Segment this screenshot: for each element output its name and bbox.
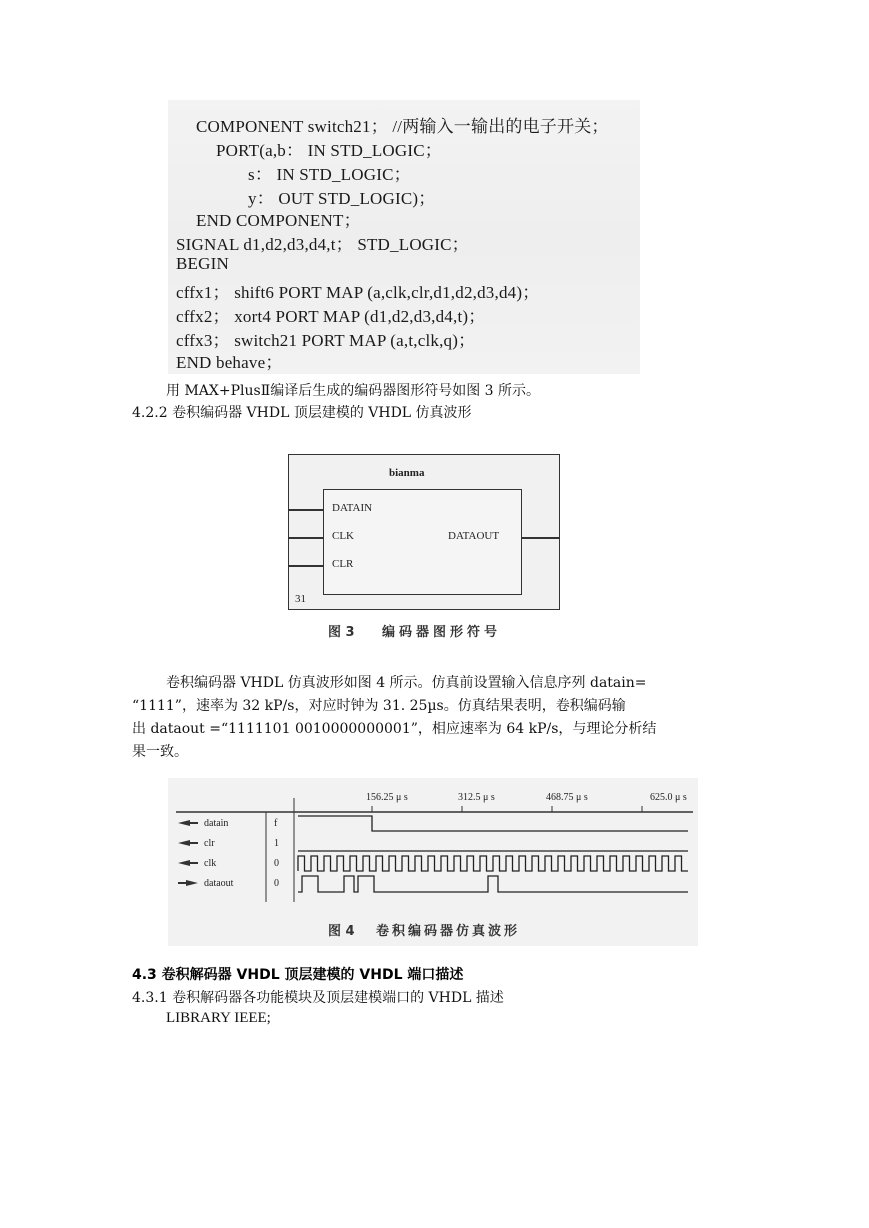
code-line-library: LIBRARY IEEE;	[166, 1010, 271, 1026]
code-line: cffx1； shift6 PORT MAP (a,clk,clr,d1,d2,d3,d4)；	[176, 283, 540, 302]
input-arrow-icon	[178, 840, 190, 846]
code-line: END COMPONENT；	[196, 211, 361, 230]
symbol-title: bianma	[389, 467, 425, 479]
time-label: 156.25 μ s	[366, 792, 408, 803]
corner-number: 31	[295, 593, 306, 605]
pin-clk-label: CLK	[332, 530, 354, 542]
paragraph-line: 果一致。	[132, 744, 188, 760]
figure-4-caption-number: 图 4	[328, 924, 355, 939]
section-heading-4-3: 4.3 卷积解码器 VHDL 顶层建模的 VHDL 端口描述	[132, 967, 464, 983]
encoder-symbol-figure	[288, 454, 560, 610]
code-line: cffx3； switch21 PORT MAP (a,t,clk,q)；	[176, 331, 476, 350]
code-line: END behave；	[176, 353, 283, 372]
time-label: 625.0 μ s	[650, 792, 687, 803]
output-pin-line	[522, 537, 559, 539]
code-line: cffx2； xort4 PORT MAP (d1,d2,d3,d4,t)；	[176, 307, 486, 326]
time-label: 468.75 μ s	[546, 792, 588, 803]
section-heading-4-2-2: 4.2.2 卷积编码器 VHDL 顶层建模的 VHDL 仿真波形	[132, 405, 472, 421]
signal-value: 0	[274, 858, 279, 869]
code-line: y： OUT STD_LOGIC)；	[248, 189, 436, 208]
signal-value: 1	[274, 838, 279, 849]
section-heading-4-3-1: 4.3.1 卷积解码器各功能模块及顶层建模端口的 VHDL 描述	[132, 990, 504, 1006]
clk-wave	[298, 856, 688, 871]
code-line: BEGIN	[176, 254, 229, 273]
paragraph-line: “1111”，速率为 32 kP/s，对应时钟为 31. 25µs。仿真结果表明，卷积编码输	[132, 698, 626, 714]
input-pin-line	[289, 509, 323, 511]
code-line: SIGNAL d1,d2,d3,d4,t； STD_LOGIC；	[176, 235, 469, 254]
code-line: s： IN STD_LOGIC；	[248, 165, 411, 184]
signal-name: clk	[204, 858, 217, 869]
signal-name: dataout	[204, 878, 234, 889]
signal-arrow-icons	[178, 820, 198, 886]
input-arrow-icon	[190, 862, 198, 864]
pin-clr-label: CLR	[332, 558, 354, 570]
input-pin-line	[289, 537, 323, 539]
input-arrow-icon	[178, 860, 190, 866]
pin-dataout-label: DATAOUT	[448, 530, 500, 542]
code-line: PORT(a,b： IN STD_LOGIC；	[216, 141, 442, 160]
code-line: COMPONENT switch21； //两输入一输出的电子开关；	[196, 117, 609, 136]
input-pin-line	[289, 565, 323, 567]
output-arrow-icon	[178, 882, 186, 884]
figure-4-caption-text: 卷积编码器仿真波形	[376, 924, 521, 939]
encoder-block	[323, 489, 522, 595]
figure-3-caption-text: 编码器图形符号	[382, 625, 502, 640]
signal-value: 0	[274, 878, 279, 889]
code-listing-scan	[168, 100, 640, 374]
input-arrow-icon	[190, 822, 198, 824]
datain-wave	[298, 816, 688, 831]
dataout-wave	[298, 876, 688, 892]
paragraph-fig3-intro: 用 MAX+PlusⅡ编译后生成的编码器图形符号如图 3 所示。	[166, 383, 541, 399]
paragraph-line: 卷积编码器 VHDL 仿真波形如图 4 所示。仿真前设置输入信息序列 datain=	[166, 675, 647, 691]
signal-value: f	[274, 818, 278, 829]
figure-3-caption-number: 图 3	[328, 625, 355, 640]
output-arrow-icon	[186, 880, 198, 886]
signal-name: datain	[204, 818, 229, 829]
pin-datain-label: DATAIN	[332, 502, 373, 514]
waveform-svg	[168, 778, 698, 908]
input-arrow-icon	[178, 820, 190, 826]
signal-name: clr	[204, 838, 215, 849]
paragraph-line: 出 dataout =“1111101 0010000000001”，相应速率为 64 kP/s，与理论分析结	[132, 721, 657, 737]
input-arrow-icon	[190, 842, 198, 844]
time-label: 312.5 μ s	[458, 792, 495, 803]
